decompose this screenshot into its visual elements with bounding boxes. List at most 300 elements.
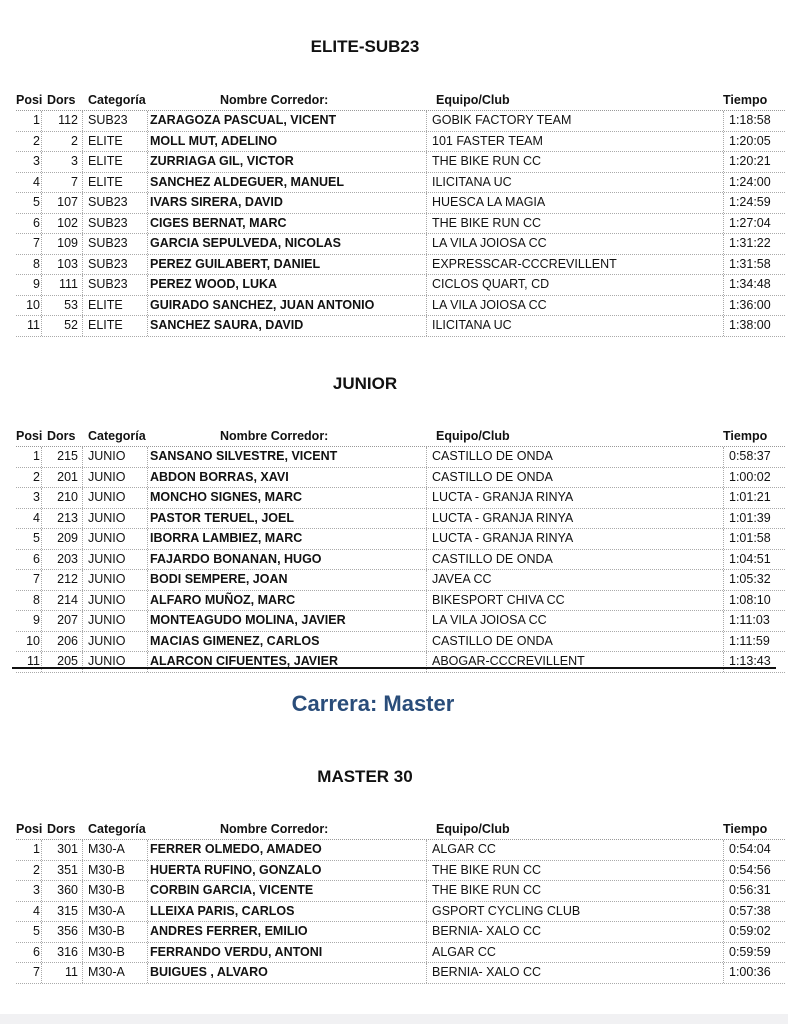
- cell-position: 6: [33, 551, 40, 566]
- column-separator: [147, 840, 148, 860]
- column-separator: [147, 902, 148, 922]
- cell-club: BERNIA- XALO CC: [432, 965, 542, 979]
- column-separator: [426, 214, 427, 234]
- column-separator: [41, 132, 42, 152]
- column-separator: [147, 550, 148, 570]
- column-separator: [147, 111, 148, 131]
- cell-rider-name: BODI SEMPERE, JOAN: [150, 572, 288, 586]
- cell-time: 1:36:00: [729, 297, 771, 312]
- header-equipo: Equipo/Club: [436, 93, 510, 107]
- column-separator: [41, 881, 42, 901]
- cell-position: 4: [33, 510, 40, 525]
- cell-category: JUNIO: [88, 654, 126, 668]
- column-separator: [41, 255, 42, 275]
- column-separator: [426, 861, 427, 881]
- cell-rider-name: MONTEAGUDO MOLINA, JAVIER: [150, 613, 346, 627]
- cell-category: M30-A: [88, 903, 125, 918]
- table-row: [16, 922, 785, 943]
- cell-position: 3: [33, 490, 40, 504]
- column-separator: [41, 861, 42, 881]
- table-row: [16, 840, 785, 861]
- cell-dorsal: 103: [57, 256, 78, 271]
- cell-dorsal: 215: [57, 449, 78, 463]
- header-dors: Dors: [47, 93, 76, 107]
- cell-dorsal: 201: [57, 469, 78, 484]
- cell-position: 7: [33, 236, 40, 250]
- column-separator: [147, 881, 148, 901]
- cell-time: 1:34:48: [729, 277, 771, 291]
- column-separator: [426, 152, 427, 172]
- cell-time: 1:31:58: [729, 256, 771, 271]
- column-separator: [82, 173, 83, 193]
- table-row: [16, 316, 785, 337]
- cell-time: 1:01:39: [729, 510, 771, 525]
- cell-position: 10: [26, 297, 40, 312]
- cell-rider-name: ALARCON CIFUENTES, JAVIER: [150, 654, 338, 668]
- column-separator: [723, 881, 724, 901]
- table-row: [16, 132, 785, 153]
- cell-dorsal: 53: [64, 297, 78, 312]
- section-title-elite-sub23: ELITE-SUB23: [310, 37, 420, 56]
- cell-position: 5: [33, 531, 40, 545]
- column-separator: [147, 275, 148, 295]
- column-separator: [147, 570, 148, 590]
- cell-time: 0:59:02: [729, 924, 771, 938]
- cell-category: M30-B: [88, 944, 125, 959]
- cell-category: M30-B: [88, 883, 125, 897]
- column-separator: [41, 611, 42, 631]
- cell-position: 1: [33, 449, 40, 463]
- column-separator: [426, 591, 427, 611]
- cell-club: THE BIKE RUN CC: [432, 862, 542, 877]
- column-separator: [426, 111, 427, 131]
- cell-club: ALGAR CC: [432, 842, 496, 856]
- column-separator: [147, 963, 148, 983]
- cell-position: 1: [33, 842, 40, 856]
- column-separator: [41, 447, 42, 467]
- column-separator: [723, 591, 724, 611]
- column-separator: [147, 234, 148, 254]
- header-nombre: Nombre Corredor:: [220, 93, 329, 107]
- column-separator: [82, 591, 83, 611]
- cell-club: CASTILLO DE ONDA: [432, 469, 553, 484]
- column-separator: [147, 632, 148, 652]
- table-row: [16, 611, 785, 632]
- cell-position: 2: [33, 469, 40, 484]
- column-separator: [82, 234, 83, 254]
- column-separator: [82, 316, 83, 336]
- cell-category: M30-B: [88, 924, 125, 938]
- cell-category: JUNIO: [88, 531, 126, 545]
- column-separator: [723, 296, 724, 316]
- table-row: [16, 468, 785, 489]
- column-separator: [723, 132, 724, 152]
- cell-dorsal: 351: [57, 862, 78, 877]
- column-separator: [41, 193, 42, 213]
- cell-dorsal: 360: [57, 883, 78, 897]
- column-separator: [82, 902, 83, 922]
- section-title-junior: JUNIOR: [332, 374, 398, 393]
- column-separator: [41, 275, 42, 295]
- column-separator: [147, 529, 148, 549]
- cell-rider-name: BUIGUES , ALVARO: [150, 965, 268, 979]
- cell-club: CICLOS QUART, CD: [432, 277, 550, 291]
- cell-club: LA VILA JOIOSA CC: [432, 236, 547, 250]
- column-separator: [147, 509, 148, 529]
- cell-club: LUCTA - GRANJA RINYA: [432, 490, 574, 504]
- column-separator: [82, 509, 83, 529]
- column-separator: [41, 468, 42, 488]
- cell-time: 0:58:37: [729, 449, 771, 463]
- header-tiempo: Tiempo: [723, 93, 768, 107]
- table-row: [16, 234, 785, 255]
- cell-club: THE BIKE RUN CC: [432, 154, 542, 168]
- header-equipo: Equipo/Club: [436, 822, 510, 836]
- header-categoria: Categoría: [88, 93, 146, 107]
- cell-time: 1:00:36: [729, 965, 771, 979]
- cell-time: 0:54:56: [729, 862, 771, 877]
- cell-dorsal: 301: [57, 842, 78, 856]
- cell-club: LA VILA JOIOSA CC: [432, 297, 547, 312]
- cell-category: SUB23: [88, 215, 128, 230]
- cell-dorsal: 214: [57, 592, 78, 607]
- cell-category: ELITE: [88, 154, 123, 168]
- column-separator: [723, 902, 724, 922]
- cell-time: 0:59:59: [729, 944, 771, 959]
- cell-category: ELITE: [88, 174, 123, 189]
- column-separator: [426, 447, 427, 467]
- cell-position: 5: [33, 924, 40, 938]
- cell-time: 1:04:51: [729, 551, 771, 566]
- cell-rider-name: MONCHO SIGNES, MARC: [150, 490, 303, 504]
- column-separator: [147, 214, 148, 234]
- cell-club: EXPRESSCAR-CCCREVILLENT: [432, 256, 617, 271]
- cell-dorsal: 315: [57, 903, 78, 918]
- cell-time: 1:24:00: [729, 174, 771, 189]
- cell-rider-name: FAJARDO BONANAN, HUGO: [150, 551, 322, 566]
- cell-dorsal: 7: [71, 174, 78, 189]
- cell-club: ALGAR CC: [432, 944, 496, 959]
- cell-club: ILICITANA UC: [432, 318, 512, 332]
- cell-club: BERNIA- XALO CC: [432, 924, 542, 938]
- column-separator: [147, 488, 148, 508]
- race-title: Carrera: Master: [291, 691, 455, 716]
- column-separator: [426, 173, 427, 193]
- column-separator: [147, 922, 148, 942]
- column-separator: [41, 963, 42, 983]
- cell-time: 0:54:04: [729, 842, 771, 856]
- cell-time: 1:20:21: [729, 154, 771, 168]
- column-separator: [426, 193, 427, 213]
- cell-club: THE BIKE RUN CC: [432, 883, 542, 897]
- cell-time: 1:24:59: [729, 195, 771, 209]
- cell-rider-name: GARCIA SEPULVEDA, NICOLAS: [150, 236, 341, 250]
- cell-position: 11: [27, 654, 40, 668]
- column-separator: [82, 447, 83, 467]
- cell-position: 7: [33, 965, 40, 979]
- cell-rider-name: ALFARO MUÑOZ, MARC: [150, 592, 296, 607]
- column-separator: [723, 234, 724, 254]
- cell-dorsal: 206: [57, 633, 78, 648]
- table-row: [16, 902, 785, 923]
- header-posi: Posi: [16, 93, 43, 107]
- column-separator: [147, 173, 148, 193]
- column-separator: [426, 316, 427, 336]
- cell-club: LUCTA - GRANJA RINYA: [432, 510, 574, 525]
- cell-category: JUNIO: [88, 592, 126, 607]
- column-separator: [147, 296, 148, 316]
- column-separator: [426, 570, 427, 590]
- cell-dorsal: 2: [71, 133, 78, 148]
- column-separator: [41, 570, 42, 590]
- column-separator: [41, 840, 42, 860]
- results-table-master-30: [16, 839, 785, 984]
- column-separator: [426, 275, 427, 295]
- cell-position: 9: [33, 613, 40, 627]
- cell-club: HUESCA LA MAGIA: [432, 195, 546, 209]
- cell-category: SUB23: [88, 236, 128, 250]
- cell-dorsal: 107: [57, 195, 78, 209]
- cell-position: 9: [33, 277, 40, 291]
- cell-rider-name: CORBIN GARCIA, VICENTE: [150, 883, 314, 897]
- cell-rider-name: MACIAS GIMENEZ, CARLOS: [150, 633, 320, 648]
- cell-position: 7: [33, 572, 40, 586]
- header-nombre: Nombre Corredor:: [220, 822, 329, 836]
- cell-time: 1:01:21: [729, 490, 771, 504]
- cell-time: 1:13:43: [729, 654, 771, 668]
- cell-dorsal: 3: [71, 154, 78, 168]
- column-separator: [723, 214, 724, 234]
- cell-rider-name: ANDRES FERRER, EMILIO: [150, 924, 308, 938]
- column-separator: [82, 296, 83, 316]
- column-separator: [82, 132, 83, 152]
- header-posi: Posi: [16, 429, 43, 443]
- cell-position: 8: [33, 592, 40, 607]
- section-title-master-30: MASTER 30: [317, 767, 413, 786]
- column-separator: [723, 922, 724, 942]
- table-row: [16, 550, 785, 571]
- cell-rider-name: GUIRADO SANCHEZ, JUAN ANTONIO: [150, 297, 375, 312]
- column-separator: [147, 316, 148, 336]
- column-separator: [426, 234, 427, 254]
- cell-category: JUNIO: [88, 490, 126, 504]
- column-separator: [41, 111, 42, 131]
- column-separator: [82, 963, 83, 983]
- column-separator: [723, 529, 724, 549]
- column-separator: [426, 550, 427, 570]
- cell-time: 1:18:58: [729, 113, 771, 127]
- cell-dorsal: 203: [57, 551, 78, 566]
- cell-category: SUB23: [88, 113, 128, 127]
- column-separator: [723, 611, 724, 631]
- cell-dorsal: 210: [57, 490, 78, 504]
- table-row: [16, 447, 785, 468]
- table-header-master-30: [0, 822, 788, 838]
- column-separator: [82, 611, 83, 631]
- cell-club: ILICITANA UC: [432, 174, 512, 189]
- cell-club: GOBIK FACTORY TEAM: [432, 113, 572, 127]
- cell-time: 0:57:38: [729, 903, 771, 918]
- cell-dorsal: 111: [58, 277, 78, 291]
- cell-category: JUNIO: [88, 469, 126, 484]
- cell-club: LUCTA - GRANJA RINYA: [432, 531, 574, 545]
- header-equipo: Equipo/Club: [436, 429, 510, 443]
- cell-club: THE BIKE RUN CC: [432, 215, 542, 230]
- column-separator: [41, 632, 42, 652]
- column-separator: [147, 861, 148, 881]
- column-separator: [82, 881, 83, 901]
- cell-category: SUB23: [88, 256, 128, 271]
- column-separator: [82, 861, 83, 881]
- column-separator: [41, 591, 42, 611]
- table-row: [16, 591, 785, 612]
- cell-dorsal: 109: [57, 236, 78, 250]
- cell-position: 4: [33, 903, 40, 918]
- column-separator: [723, 193, 724, 213]
- cell-position: 4: [33, 174, 40, 189]
- column-separator: [147, 447, 148, 467]
- column-separator: [723, 943, 724, 963]
- column-separator: [147, 611, 148, 631]
- cell-rider-name: ABDON BORRAS, XAVI: [150, 469, 289, 484]
- cell-position: 6: [33, 215, 40, 230]
- cell-club: ABOGAR-CCCREVILLENT: [432, 654, 585, 668]
- column-separator: [82, 840, 83, 860]
- column-separator: [723, 468, 724, 488]
- column-separator: [723, 861, 724, 881]
- header-dors: Dors: [47, 822, 76, 836]
- cell-rider-name: PEREZ WOOD, LUKA: [150, 277, 278, 291]
- column-separator: [426, 881, 427, 901]
- column-separator: [426, 132, 427, 152]
- cell-dorsal: 213: [57, 510, 78, 525]
- cell-dorsal: 209: [57, 531, 78, 545]
- cell-club: JAVEA CC: [432, 572, 492, 586]
- cell-time: 1:08:10: [729, 592, 771, 607]
- table-row: [16, 632, 785, 653]
- column-separator: [426, 255, 427, 275]
- cell-time: 1:11:59: [729, 633, 770, 648]
- column-separator: [82, 275, 83, 295]
- cell-dorsal: 316: [57, 944, 78, 959]
- column-separator: [41, 488, 42, 508]
- cell-club: 101 FASTER TEAM: [432, 133, 543, 148]
- column-separator: [41, 234, 42, 254]
- column-separator: [147, 193, 148, 213]
- cell-rider-name: ZURRIAGA GIL, VICTOR: [150, 154, 294, 168]
- table-row: [16, 296, 785, 317]
- header-tiempo: Tiempo: [723, 822, 768, 836]
- column-separator: [426, 509, 427, 529]
- column-separator: [426, 529, 427, 549]
- column-separator: [426, 632, 427, 652]
- column-separator: [723, 488, 724, 508]
- cell-position: 1: [33, 113, 40, 127]
- cell-rider-name: SANCHEZ ALDEGUER, MANUEL: [150, 174, 344, 189]
- cell-rider-name: PEREZ GUILABERT, DANIEL: [150, 256, 321, 271]
- cell-time: 1:00:02: [729, 469, 771, 484]
- table-row: [16, 488, 785, 509]
- cell-rider-name: IVARS SIRERA, DAVID: [150, 195, 283, 209]
- column-separator: [426, 943, 427, 963]
- column-separator: [426, 488, 427, 508]
- cell-time: 0:56:31: [729, 883, 771, 897]
- results-table-elite-sub23: [16, 110, 785, 337]
- header-tiempo: Tiempo: [723, 429, 768, 443]
- column-separator: [82, 550, 83, 570]
- column-separator: [82, 152, 83, 172]
- cell-time: 1:27:04: [729, 215, 771, 230]
- results-table-junior: [16, 446, 785, 673]
- column-separator: [41, 509, 42, 529]
- table-row: [16, 570, 785, 591]
- column-separator: [147, 255, 148, 275]
- cell-time: 1:05:32: [729, 572, 771, 586]
- column-separator: [82, 632, 83, 652]
- cell-rider-name: PASTOR TERUEL, JOEL: [150, 510, 295, 525]
- cell-club: CASTILLO DE ONDA: [432, 551, 553, 566]
- cell-category: JUNIO: [88, 510, 126, 525]
- cell-position: 3: [33, 154, 40, 168]
- cell-category: ELITE: [88, 318, 123, 332]
- table-row: [16, 173, 785, 194]
- cell-position: 6: [33, 944, 40, 959]
- column-separator: [147, 943, 148, 963]
- cell-category: JUNIO: [88, 613, 126, 627]
- cell-rider-name: ZARAGOZA PASCUAL, VICENT: [150, 113, 337, 127]
- cell-time: 1:11:03: [729, 613, 770, 627]
- cell-position: 2: [33, 862, 40, 877]
- header-nombre: Nombre Corredor:: [220, 429, 329, 443]
- cell-category: ELITE: [88, 133, 123, 148]
- footer-band: [0, 1014, 788, 1024]
- column-separator: [41, 214, 42, 234]
- table-row: [16, 509, 785, 530]
- column-separator: [41, 922, 42, 942]
- cell-time: 1:31:22: [729, 236, 771, 250]
- section-divider: [12, 667, 776, 669]
- table-row: [16, 193, 785, 214]
- column-separator: [147, 132, 148, 152]
- cell-rider-name: CIGES BERNAT, MARC: [150, 215, 287, 230]
- column-separator: [723, 447, 724, 467]
- cell-category: ELITE: [88, 297, 123, 312]
- cell-time: 1:38:00: [729, 318, 771, 332]
- cell-category: JUNIO: [88, 551, 126, 566]
- table-row: [16, 861, 785, 882]
- header-categoria: Categoría: [88, 429, 146, 443]
- cell-dorsal: 11: [65, 965, 78, 979]
- cell-category: SUB23: [88, 195, 128, 209]
- cell-category: JUNIO: [88, 449, 126, 463]
- column-separator: [82, 468, 83, 488]
- cell-dorsal: 212: [57, 572, 78, 586]
- cell-rider-name: MOLL MUT, ADELINO: [150, 133, 278, 148]
- cell-club: CASTILLO DE ONDA: [432, 633, 553, 648]
- column-separator: [426, 840, 427, 860]
- cell-category: SUB23: [88, 277, 128, 291]
- column-separator: [723, 275, 724, 295]
- table-row: [16, 881, 785, 902]
- cell-position: 2: [33, 133, 40, 148]
- cell-club: CASTILLO DE ONDA: [432, 449, 553, 463]
- cell-dorsal: 205: [57, 654, 78, 668]
- table-row: [16, 963, 785, 984]
- column-separator: [723, 173, 724, 193]
- table-header-elite-sub23: [0, 93, 788, 109]
- column-separator: [41, 296, 42, 316]
- cell-dorsal: 102: [57, 215, 78, 230]
